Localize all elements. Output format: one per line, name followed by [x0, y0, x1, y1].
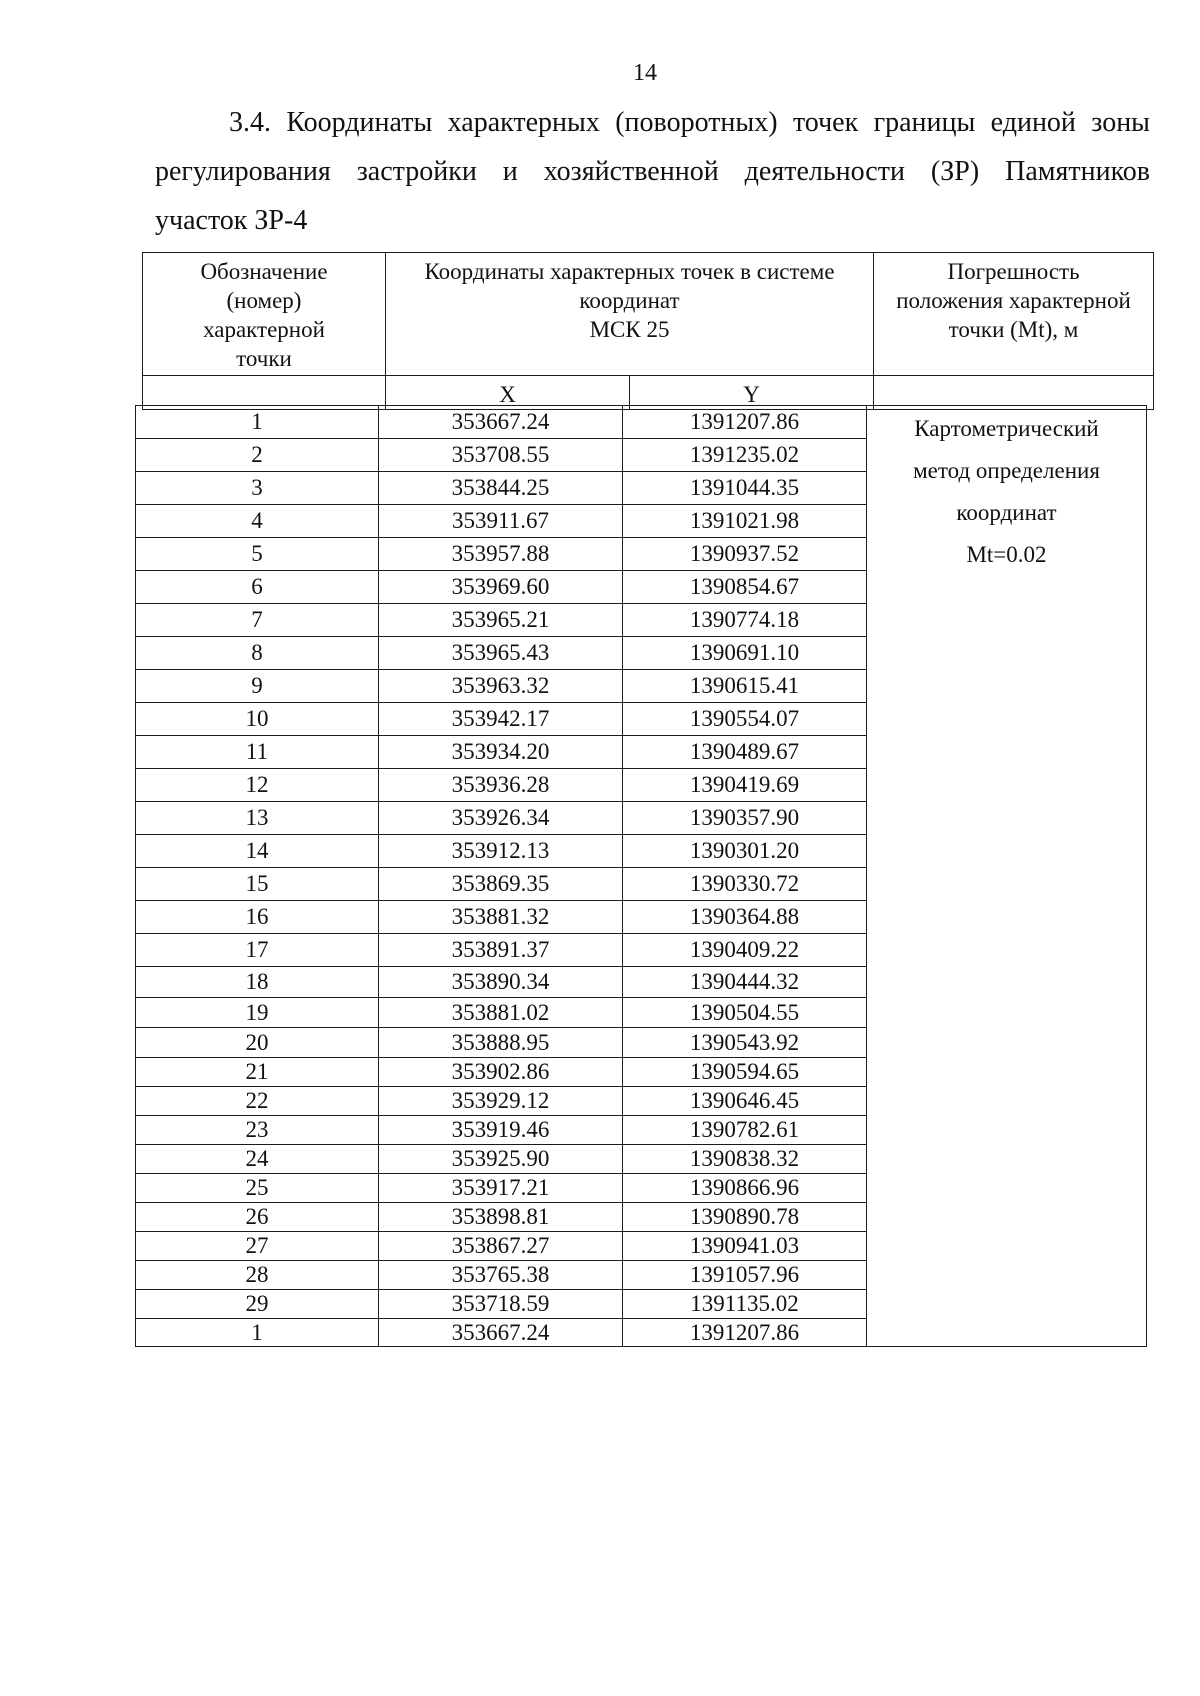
x-coordinate-cell: 353667.24 — [379, 406, 623, 439]
header-y: Y — [630, 376, 874, 410]
x-coordinate-cell: 353919.46 — [379, 1116, 623, 1145]
y-coordinate-cell: 1390854.67 — [623, 571, 867, 604]
y-coordinate-cell: 1390444.32 — [623, 967, 867, 998]
point-number-cell: 11 — [136, 736, 379, 769]
point-number-cell: 9 — [136, 670, 379, 703]
coordinates-table-body — [135, 405, 1147, 1347]
heading-line-3: участок ЗР-4 — [155, 205, 308, 236]
header-point-designation — [143, 253, 386, 376]
y-coordinate-cell: 1390554.07 — [623, 703, 867, 736]
y-coordinate-cell: 1390594.65 — [623, 1058, 867, 1087]
point-number-cell: 21 — [136, 1058, 379, 1087]
y-coordinate-cell: 1391235.02 — [623, 439, 867, 472]
header-x: X — [386, 376, 630, 410]
x-coordinate-cell: 353765.38 — [379, 1261, 623, 1290]
point-number-cell: 5 — [136, 538, 379, 571]
table-row — [136, 406, 1147, 439]
x-coordinate-cell: 353891.37 — [379, 934, 623, 967]
header-point-line: (номер) — [226, 288, 302, 313]
y-coordinate-cell: 1390364.88 — [623, 901, 867, 934]
x-coordinate-cell: 353917.21 — [379, 1174, 623, 1203]
x-coordinate-cell: 353844.25 — [379, 472, 623, 505]
method-line: Картометрический — [914, 416, 1099, 441]
y-coordinate-cell: 1391044.35 — [623, 472, 867, 505]
y-coordinate-cell: 1391207.86 — [623, 1319, 867, 1347]
point-number-cell: 28 — [136, 1261, 379, 1290]
x-coordinate-cell: 353963.32 — [379, 670, 623, 703]
y-coordinate-cell: 1390489.67 — [623, 736, 867, 769]
x-coordinate-cell: 353957.88 — [379, 538, 623, 571]
y-coordinate-cell: 1391207.86 — [623, 406, 867, 439]
header-coords-line: координат — [579, 288, 680, 313]
point-number-cell: 16 — [136, 901, 379, 934]
y-coordinate-cell: 1390691.10 — [623, 637, 867, 670]
point-number-cell: 1 — [136, 1319, 379, 1347]
header-error — [874, 253, 1154, 376]
x-coordinate-cell: 353942.17 — [379, 703, 623, 736]
method-line: метод определения — [913, 458, 1100, 483]
point-number-cell: 4 — [136, 505, 379, 538]
y-coordinate-cell: 1390419.69 — [623, 769, 867, 802]
x-coordinate-cell: 353911.67 — [379, 505, 623, 538]
point-number-cell: 18 — [136, 967, 379, 998]
point-number-cell: 24 — [136, 1145, 379, 1174]
y-coordinate-cell: 1390890.78 — [623, 1203, 867, 1232]
method-line: Mt=0.02 — [966, 542, 1047, 567]
y-coordinate-cell: 1390615.41 — [623, 670, 867, 703]
x-coordinate-cell: 353902.86 — [379, 1058, 623, 1087]
point-number-cell: 14 — [136, 835, 379, 868]
point-number-cell: 6 — [136, 571, 379, 604]
y-coordinate-cell: 1390774.18 — [623, 604, 867, 637]
x-coordinate-cell: 353934.20 — [379, 736, 623, 769]
x-coordinate-cell: 353888.95 — [379, 1028, 623, 1058]
y-coordinate-cell: 1390838.32 — [623, 1145, 867, 1174]
y-coordinate-cell: 1390941.03 — [623, 1232, 867, 1261]
y-coordinate-cell: 1390937.52 — [623, 538, 867, 571]
method-line: координат — [956, 500, 1057, 525]
section-heading — [155, 98, 1150, 245]
x-coordinate-cell: 353925.90 — [379, 1145, 623, 1174]
y-coordinate-cell: 1390504.55 — [623, 998, 867, 1028]
x-coordinate-cell: 353869.35 — [379, 868, 623, 901]
point-number-cell: 25 — [136, 1174, 379, 1203]
heading-line-2: регулирования застройки и хозяйственной деятельности (ЗР) Памятников — [155, 156, 1150, 187]
y-coordinate-cell: 1390330.72 — [623, 868, 867, 901]
header-error-line: положения характерной — [896, 288, 1131, 313]
header-point-line: Обозначение — [200, 259, 328, 284]
coordinates-table-header — [142, 252, 1154, 410]
header-coords-line: Координаты характерных точек в системе — [424, 259, 835, 284]
method-cell — [867, 406, 1147, 1347]
y-coordinate-cell: 1390357.90 — [623, 802, 867, 835]
point-number-cell: 3 — [136, 472, 379, 505]
y-coordinate-cell: 1390409.22 — [623, 934, 867, 967]
header-point-line: характерной — [203, 317, 325, 342]
y-coordinate-cell: 1390646.45 — [623, 1087, 867, 1116]
x-coordinate-cell: 353929.12 — [379, 1087, 623, 1116]
x-coordinate-cell: 353890.34 — [379, 967, 623, 998]
header-coordinates — [386, 253, 874, 376]
point-number-cell: 13 — [136, 802, 379, 835]
y-coordinate-cell: 1390543.92 — [623, 1028, 867, 1058]
x-coordinate-cell: 353867.27 — [379, 1232, 623, 1261]
point-number-cell: 20 — [136, 1028, 379, 1058]
header-error-line: Погрешность — [947, 259, 1080, 284]
point-number-cell: 7 — [136, 604, 379, 637]
x-coordinate-cell: 353881.02 — [379, 998, 623, 1028]
point-number-cell: 26 — [136, 1203, 379, 1232]
x-coordinate-cell: 353965.43 — [379, 637, 623, 670]
x-coordinate-cell: 353898.81 — [379, 1203, 623, 1232]
point-number-cell: 29 — [136, 1290, 379, 1319]
x-coordinate-cell: 353965.21 — [379, 604, 623, 637]
point-number-cell: 23 — [136, 1116, 379, 1145]
point-number-cell: 8 — [136, 637, 379, 670]
point-number-cell: 15 — [136, 868, 379, 901]
point-number-cell: 1 — [136, 406, 379, 439]
y-coordinate-cell: 1390866.96 — [623, 1174, 867, 1203]
header-error-line: точки (Mt), м — [948, 317, 1079, 342]
point-number-cell: 12 — [136, 769, 379, 802]
point-number-cell: 19 — [136, 998, 379, 1028]
point-number-cell: 27 — [136, 1232, 379, 1261]
y-coordinate-cell: 1390782.61 — [623, 1116, 867, 1145]
x-coordinate-cell: 353969.60 — [379, 571, 623, 604]
point-number-cell: 10 — [136, 703, 379, 736]
x-coordinate-cell: 353667.24 — [379, 1319, 623, 1347]
x-coordinate-cell: 353936.28 — [379, 769, 623, 802]
header-point-line: точки — [236, 346, 292, 371]
point-number-cell: 22 — [136, 1087, 379, 1116]
point-number-cell: 17 — [136, 934, 379, 967]
y-coordinate-cell: 1391057.96 — [623, 1261, 867, 1290]
point-number-cell: 2 — [136, 439, 379, 472]
header-coords-line: МСК 25 — [589, 317, 670, 342]
y-coordinate-cell: 1391021.98 — [623, 505, 867, 538]
x-coordinate-cell: 353708.55 — [379, 439, 623, 472]
x-coordinate-cell: 353926.34 — [379, 802, 623, 835]
heading-line-1: 3.4. Координаты характерных (поворотных) точек границы единой зоны — [229, 107, 1150, 138]
y-coordinate-cell: 1391135.02 — [623, 1290, 867, 1319]
x-coordinate-cell: 353912.13 — [379, 835, 623, 868]
page-number: 14 — [633, 60, 657, 86]
x-coordinate-cell: 353718.59 — [379, 1290, 623, 1319]
x-coordinate-cell: 353881.32 — [379, 901, 623, 934]
y-coordinate-cell: 1390301.20 — [623, 835, 867, 868]
